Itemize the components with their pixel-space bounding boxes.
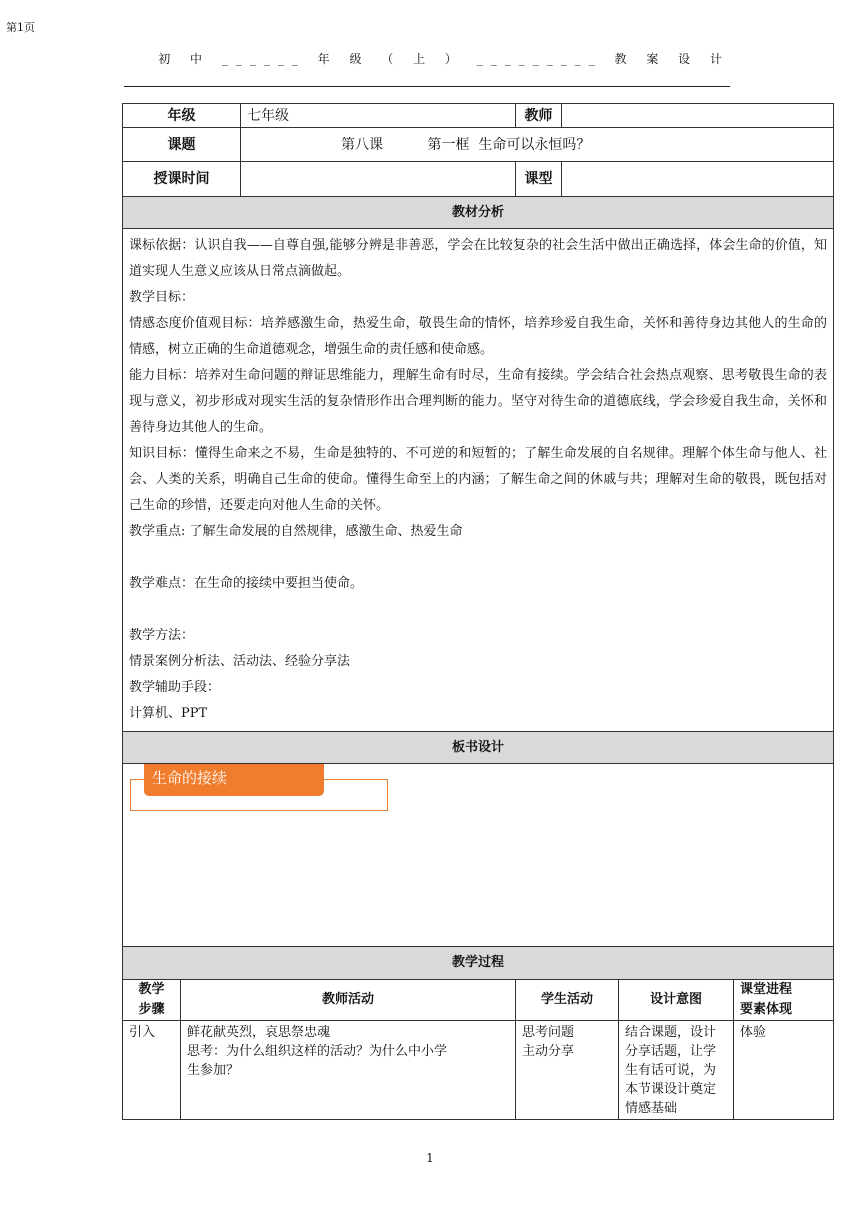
row-teacher-activity: 鲜花献英烈，哀思祭忠魂 思考：为什么组织这样的活动？为什么中小学 生参加？ xyxy=(181,1021,516,1120)
emotion-goal: 情感态度价值观目标：培养感激生命，热爱生命，敬畏生命的情怀，培养珍爱自我生命，关怀和善待身边其他人的生命的情感，树立正确的生命道德观念，增强生命的责任感和使命感。 xyxy=(129,316,827,357)
col-progress-header: 课堂进程 要素体现 xyxy=(734,980,834,1021)
teacher-label: 教师 xyxy=(516,104,562,128)
row-step: 引入 xyxy=(123,1021,181,1120)
row-design-intent: 结合课题，设计 分享话题，让学 生有话可说，为 本节课设计奠定 情感基础 xyxy=(619,1021,734,1120)
analysis-header: 教材分析 xyxy=(123,197,834,229)
method-label: 教学方法： xyxy=(129,628,195,643)
lesson-plan-table xyxy=(122,103,834,1120)
aids-label: 教学辅助手段： xyxy=(129,680,221,695)
type-value xyxy=(562,162,834,197)
page-number: 1 xyxy=(426,1151,434,1165)
analysis-content xyxy=(123,229,834,732)
col-step-header: 教学 步骤 xyxy=(123,980,181,1021)
curriculum-basis: 课标依据：认识自我——自尊自强,能够分辨是非善恶，学会在比较复杂的社会生活中做出正确选择，体会生命的价值，知道实现人生意义应该从日常点滴做起。 xyxy=(129,238,827,279)
time-value xyxy=(241,162,516,197)
type-label: 课型 xyxy=(516,162,562,197)
topic-value: 第八课 第一框 生命可以永恒吗？ xyxy=(241,128,834,162)
grade-label: 年级 xyxy=(123,104,241,128)
teacher-value xyxy=(562,104,834,128)
ability-goal: 能力目标：培养对生命问题的辩证思维能力，理解生命有时尽，生命有接续。学会结合社会热点观察、思考敬畏生命的表现与意义，初步形成对现实生活的复杂情形作出合理判断的能力。坚守对待生命的道德底线，学会珍爱自我生命，关怀和善待身边其他人的生命。 xyxy=(129,368,827,435)
page-label: 第1页 xyxy=(6,21,35,34)
board-header: 板书设计 xyxy=(123,732,834,764)
table-row xyxy=(123,1021,834,1120)
header-title: 初 中 ______ 年 级 （ 上 ） _________ 教 案 设 计 xyxy=(158,52,730,66)
method-value: 情景案例分析法、活动法、经验分享法 xyxy=(129,654,351,669)
aids-value: 计算机、PPT xyxy=(129,706,208,721)
board-area xyxy=(123,764,834,947)
board-title-tab: 生命的接续 xyxy=(144,764,324,796)
row-student-activity: 思考问题 主动分享 xyxy=(516,1021,619,1120)
goals-label: 教学目标： xyxy=(129,290,195,305)
topic-label: 课题 xyxy=(123,128,241,162)
grade-value: 七年级 xyxy=(241,104,516,128)
difficulty: 教学难点：在生命的接续中要担当使命。 xyxy=(129,576,364,591)
knowledge-goal: 知识目标：懂得生命来之不易，生命是独特的、不可逆的和短暂的；了解生命发展的自名规律。理解个体生命与他人、社会、人类的关系，明确自己生命的使命。懂得生命至上的内涵；了解生命之间的休戚与共；理解对生命的敬畏，既包括对己生命的珍惜，还要走向对他人生命的关怀。 xyxy=(129,446,827,513)
row-progress: 体验 xyxy=(734,1021,834,1120)
col-intent-header: 设计意图 xyxy=(619,980,734,1021)
process-header: 教学过程 xyxy=(123,947,834,980)
col-teacher-header: 教师活动 xyxy=(181,980,516,1021)
key-point: 教学重点: 了解生命发展的自然规律，感激生命、热爱生命 xyxy=(129,524,463,539)
col-student-header: 学生活动 xyxy=(516,980,619,1021)
time-label: 授课时间 xyxy=(123,162,241,197)
page-header xyxy=(124,50,730,87)
